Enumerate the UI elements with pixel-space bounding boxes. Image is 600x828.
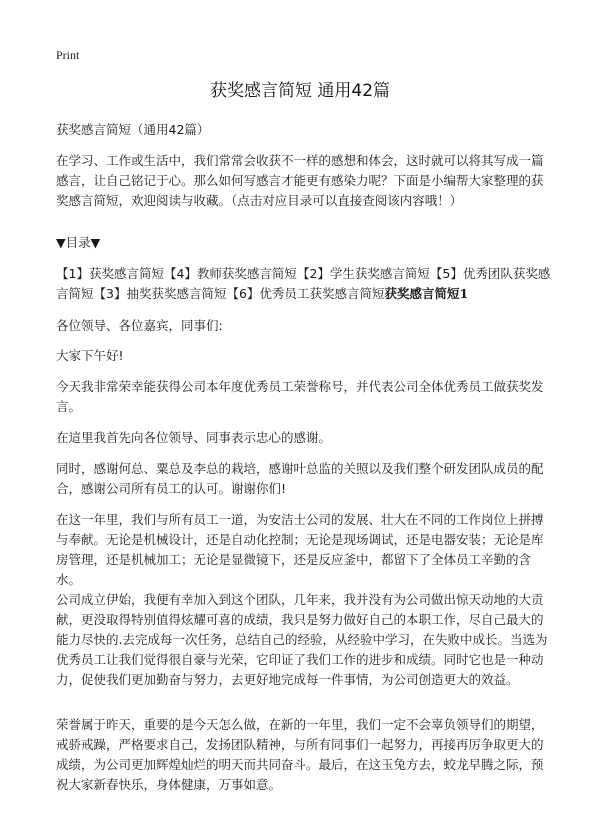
toc-item-3[interactable]: 【3】抽奖获奖感言简短 [93, 286, 227, 301]
body-paragraph-1: 今天我非常荣幸能获得公司本年度优秀员工荣誉称号，并代表公司全体优秀员工做获奖发言。 [56, 379, 544, 414]
body-paragraph-3: 同时，感谢何总、粟总及李总的栽培，感谢叶总监的关照以及我们整个研发团队成员的配合，感谢公司所有员工的认可。谢谢你们! [56, 461, 544, 496]
toc-current-section: 获奖感言简短1 [384, 286, 469, 301]
print-link[interactable]: Print [56, 48, 80, 62]
toc-item-4[interactable]: 【4】教师获奖感言简短 [163, 266, 297, 281]
salutation-paragraph: 各位领导、各位嘉宾，同事们: [56, 318, 223, 333]
body-paragraph-5: 公司成立伊始，我便有幸加入到这个团队，几年来，我并没有为公司做出惊天动地的大贡献，更没取得特别值得炫耀可喜的成绩，我只是努力做好自己的本职工作，尽自己最大的能力尽快的.去完成每一次任务，总结自己的经验，从经验中学习，在失败中成长。当选为优秀员工让我们觉得很自豪与光荣，它印证了我们工作的进步和成绩。同时它也是一种动力，促使我们更加勤奋与努力，去更好地完成每一件事情，为公司创造更大的效益。 [56, 592, 548, 687]
toc-item-1[interactable]: 【1】获奖感言简短 [56, 266, 164, 281]
greeting-paragraph: 大家下午好! [56, 348, 124, 363]
body-paragraph-6: 荣誉属于昨天，重要的是今天怎么做，在新的一年里，我们一定不会辜负领导们的期望，戒骄戒躁，严格要求自己，发扬团队精神，与所有同事们一起努力，再接再厉争取更大的成绩，为公司更加辉煌灿烂的明天而共同奋斗。最后，在这玉兔方去，蛟龙早腾之际，预祝大家新春快乐，身体健康，万事如意。 [56, 717, 544, 792]
toc-item-2[interactable]: 【2】学生获奖感言简短 [296, 266, 430, 281]
toc-item-5[interactable]: 【5】优秀团队获奖感言简短 [56, 266, 551, 301]
intro-paragraph: 在学习、工作或生活中，我们常常会收获不一样的感想和体会，这时就可以将其写成一篇感言，让自己铭记于心。那么如何写感言才能更有感染力呢？下面是小编帮大家整理的获奖感言简短，欢迎阅读与收藏。（点击对应目录可以直接查阅该内容哦！） [56, 153, 544, 208]
document-subtitle: 获奖感言简短（通用42篇） [56, 122, 210, 137]
document-title: 获奖感言简短 通用42篇 [209, 81, 391, 101]
toc-heading: ▼目录▼ [56, 235, 101, 250]
table-of-contents [56, 264, 552, 304]
body-paragraph-2: 在這里我首先向各位领导、同事表示忠心的感谢。 [56, 430, 332, 445]
toc-item-6[interactable]: 【6】优秀员工获奖感言简短 [226, 286, 385, 301]
body-paragraph-4: 在这一年里，我们与所有员工一道，为安洁士公司的发展、壮大在不同的工作岗位上拼搏与奉献。无论是机械设计，还是自动化控制；无论是现场调试，还是电器安装；无论是库房管理，还是机械加工；无论是显微镜下，还是反应釜中，都留下了全体员工辛勤的含水。 [56, 512, 544, 587]
